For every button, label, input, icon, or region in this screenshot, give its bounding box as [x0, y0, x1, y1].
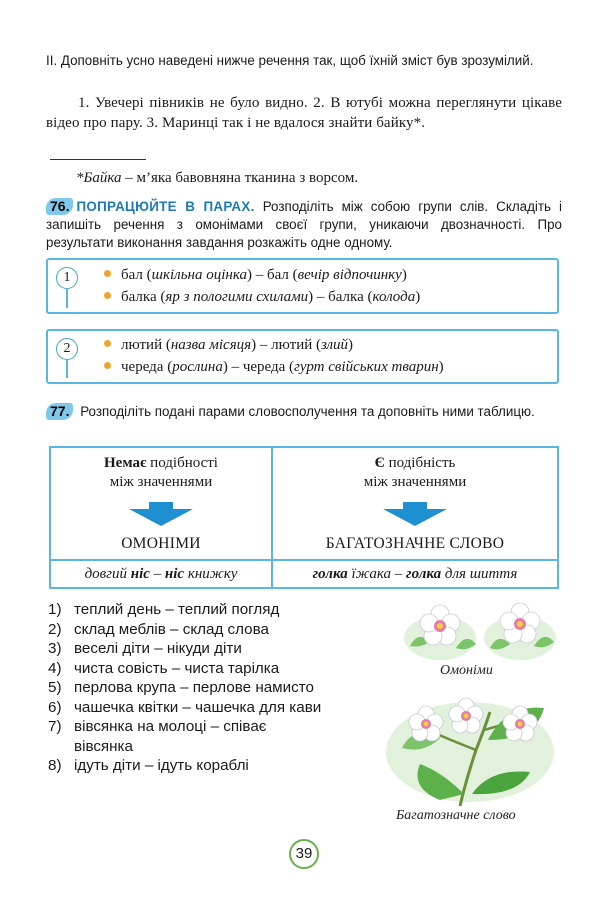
list-item: 2) склад меблів – склад слова [48, 620, 269, 638]
table-example-homonym: довгий ніс – ніс книжку [84, 566, 238, 582]
list-item: 6) чашечка квітки – чашечка для кави [48, 698, 322, 716]
list-item: 8) ідуть діти – ідуть кораблі [48, 757, 249, 774]
phrase-list [48, 600, 378, 776]
group-1-line-2: балка (яр з пологими схилами) – балка (колода) [104, 288, 420, 307]
list-item: 3) веселі діти – нікуди діти [48, 640, 242, 657]
exercise-77-number: 77. [46, 403, 73, 420]
page-number: 39 [289, 839, 319, 869]
group-2-box [46, 329, 559, 384]
exercise-76 [46, 198, 562, 252]
bullet-icon [104, 292, 111, 299]
exercise-77 [46, 403, 562, 421]
group-2-line-2: череда (рослина) – череда (гурт свійських тварин) [104, 358, 444, 377]
list-item: 7) вівсянка на молоці – співає вівсянка [48, 718, 267, 755]
table-example-polysemy: голка їжака – голка для шиття [312, 566, 518, 582]
group-2-connector [66, 359, 68, 378]
polysemy-branch-illustration [380, 690, 560, 808]
arrow-down-icon [129, 502, 193, 526]
group-1-box [46, 258, 559, 314]
table-column-homonyms [51, 448, 271, 559]
footnote [76, 169, 358, 187]
exercise-77-text: Розподіліть подані парами словосполучення та доповніть ними таблицю. [76, 404, 535, 419]
exercise-76-number: 76. [46, 198, 73, 215]
column-1-term: ОМОНІМИ [121, 535, 201, 552]
column-2-header: Є подібність між значеннями [363, 455, 467, 490]
bullet-icon [104, 340, 111, 347]
table-column-polysemous [273, 448, 557, 559]
caption-homonyms: Омоніми [440, 663, 493, 678]
bullet-icon [104, 362, 111, 369]
list-item: 4) чиста совість – чиста тарілка [48, 659, 280, 677]
group-2-line-1: лютий (назва місяця) – лютий (злий) [104, 336, 353, 355]
flower-icon [484, 603, 556, 660]
group-1-number: 1 [56, 267, 78, 289]
footnote-divider [50, 159, 146, 160]
exercise-76-text: Розподіліть між собою групи слів. Складіть і запишіть речення з омонімами своєї групи, уникаючи двозначності. Про результати виконання завдання розкажіть одне одному. [46, 199, 562, 250]
footnote-term: *Байка [76, 170, 122, 186]
arrow-down-icon [383, 502, 447, 526]
homonym-table [49, 446, 559, 589]
list-item: 1) теплий день – теплий погляд [48, 601, 280, 618]
task2-sentences: 1. Увечері півників не було видно. 2. В ютубі можна переглянути цікаве відео про пару. 3. Маринці так і не вдалося знайти байку*. [46, 95, 562, 131]
task2-instruction: ІІ. Доповніть усно наведені нижче речення так, щоб їхній зміст був зрозумілий. [46, 53, 534, 68]
column-1-header: Немає подібності між значеннями [104, 455, 218, 490]
group-1-line-1: бал (шкільна оцінка) – бал (вечір відпочинку) [104, 266, 407, 285]
group-2-number: 2 [56, 338, 78, 360]
footnote-definition: – м’яка бавовняна тканина з ворсом. [121, 170, 359, 186]
caption-polysemy: Багатозначне слово [396, 808, 516, 823]
column-2-term: БАГАТОЗНАЧНЕ СЛОВО [325, 535, 505, 552]
group-1-connector [66, 288, 68, 308]
homonym-flowers-illustration [400, 596, 560, 666]
bullet-icon [104, 270, 111, 277]
flower-icon [404, 605, 476, 660]
list-item: 5) перлова крупа – перлове намисто [48, 679, 314, 696]
table-row-divider [51, 559, 557, 561]
exercise-76-highlight: ПОПРАЦЮЙТЕ В ПАРАХ. [76, 199, 255, 214]
